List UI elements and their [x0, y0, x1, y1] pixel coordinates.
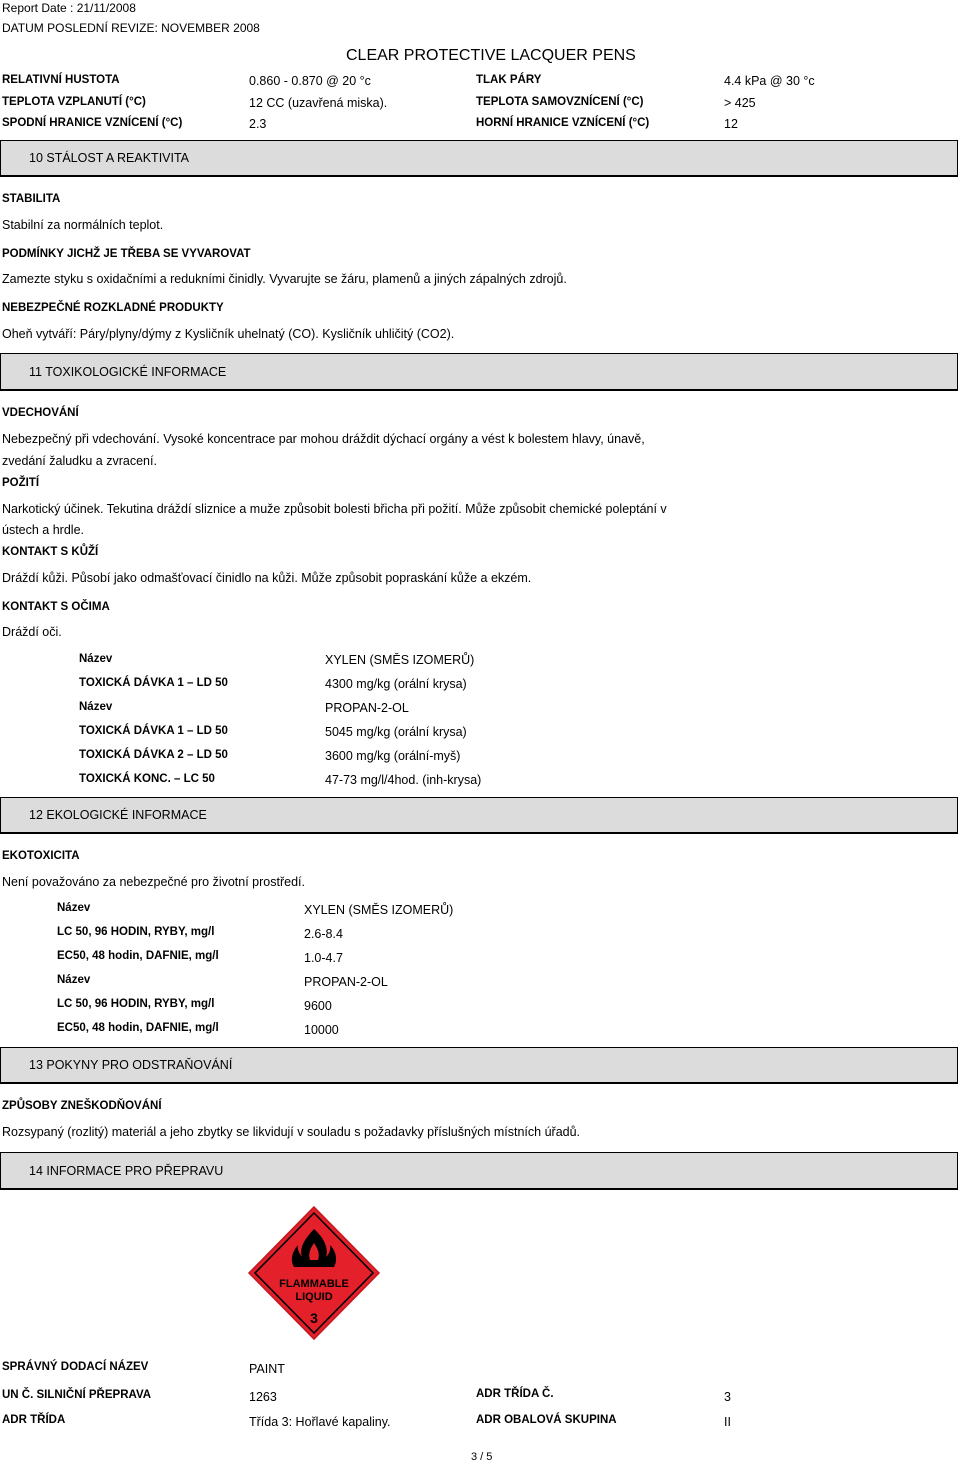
- disposal-heading: ZPŮSOBY ZNEŠKODŇOVÁNÍ: [2, 1100, 162, 1112]
- eco-value: 2.6-8.4: [304, 927, 343, 941]
- eye-contact-heading: KONTAKT S OČIMA: [2, 601, 110, 613]
- tox-label: Název: [79, 653, 113, 665]
- transport-value: 1263: [249, 1390, 277, 1404]
- skin-contact-heading: KONTAKT S KŮŽÍ: [2, 546, 99, 558]
- eco-label: Název: [57, 902, 91, 914]
- section-12-header: [0, 797, 958, 834]
- eco-value: 9600: [304, 999, 332, 1013]
- tox-label: TOXICKÁ DÁVKA 2 – LD 50: [79, 749, 228, 761]
- section-title: 11 TOXIKOLOGICKÉ INFORMACE: [29, 365, 227, 379]
- transport-value: PAINT: [249, 1362, 285, 1376]
- product-title: CLEAR PROTECTIVE LACQUER PENS: [346, 47, 636, 64]
- property-value: > 425: [724, 96, 756, 110]
- report-date: Report Date : 21/11/2008: [2, 1, 136, 15]
- transport-value: Třída 3: Hořlavé kapaliny.: [249, 1415, 391, 1429]
- eco-label: LC 50, 96 HODIN, RYBY, mg/l: [57, 926, 215, 938]
- ingestion-text: Narkotický účinek. Tekutina dráždí sliznice a muže způsobit bolesti břicha při požití. Může způsobit chemické poleptání v: [2, 502, 667, 516]
- conditions-text: Zamezte styku s oxidačními a redukními činidly. Vyvarujte se žáru, plamenů a jiných zápalných zdrojů.: [2, 272, 567, 286]
- hazard-label-text: FLAMMABLE: [279, 1278, 349, 1290]
- stability-text: Stabilní za normálních teplot.: [2, 218, 164, 232]
- property-label: HORNÍ HRANICE VZNÍCENÍ (°C): [476, 117, 650, 129]
- section-11-header: [0, 353, 958, 391]
- tox-value: 3600 mg/kg (orální-myš): [325, 749, 461, 763]
- transport-label: ADR TŘÍDA Č.: [476, 1388, 554, 1400]
- property-value: 12: [724, 117, 738, 131]
- section-13-header: [0, 1047, 958, 1084]
- eco-value: 10000: [304, 1023, 339, 1037]
- tox-label: TOXICKÁ DÁVKA 1 – LD 50: [79, 677, 228, 689]
- property-value: 12 CC (uzavřená miska).: [249, 96, 388, 110]
- ecotoxicity-heading: EKOTOXICITA: [2, 850, 80, 862]
- eco-label: Název: [57, 974, 91, 986]
- flammable-liquid-hazard-icon: [247, 1205, 381, 1346]
- section-title: 13 POKYNY PRO ODSTRAŇOVÁNÍ: [29, 1058, 233, 1072]
- hazard-label-text: LIQUID: [295, 1291, 333, 1303]
- transport-label: ADR OBALOVÁ SKUPINA: [476, 1414, 617, 1426]
- inhalation-text: Nebezpečný při vdechování. Vysoké koncentrace par mohou dráždit dýchací orgány a vést k bolestem hlavy, únavě,: [2, 432, 645, 446]
- tox-value: PROPAN-2-OL: [325, 701, 409, 715]
- eco-label: LC 50, 96 HODIN, RYBY, mg/l: [57, 998, 215, 1010]
- property-label: TEPLOTA SAMOVZNÍCENÍ (°C): [476, 96, 644, 108]
- section-10-header: [0, 140, 958, 177]
- section-14-header: [0, 1152, 958, 1190]
- eco-value: XYLEN (SMĚS IZOMERŮ): [304, 903, 454, 917]
- eco-label: EC50, 48 hodin, DAFNIE, mg/l: [57, 950, 219, 962]
- tox-label: TOXICKÁ DÁVKA 1 – LD 50: [79, 725, 228, 737]
- transport-label: SPRÁVNÝ DODACÍ NÁZEV: [2, 1361, 149, 1373]
- transport-value: II: [724, 1415, 731, 1429]
- tox-value: 5045 mg/kg (orální krysa): [325, 725, 467, 739]
- transport-value: 3: [724, 1390, 731, 1404]
- tox-value: XYLEN (SMĚS IZOMERŮ): [325, 653, 475, 667]
- transport-label: UN Č. SILNIČNÍ PŘEPRAVA: [2, 1389, 152, 1401]
- eco-value: PROPAN-2-OL: [304, 975, 388, 989]
- tox-value: 4300 mg/kg (orální krysa): [325, 677, 467, 691]
- tox-label: TOXICKÁ KONC. – LC 50: [79, 773, 215, 785]
- section-title: 12 EKOLOGICKÉ INFORMACE: [29, 808, 207, 822]
- section-title: 10 STÁLOST A REAKTIVITA: [29, 151, 190, 165]
- page-number: 3 / 5: [471, 1451, 493, 1463]
- property-value: 2.3: [249, 117, 267, 131]
- property-label: SPODNÍ HRANICE VZNÍCENÍ (°C): [2, 117, 183, 129]
- tox-value: 47-73 mg/l/4hod. (inh-krysa): [325, 773, 482, 787]
- transport-label: ADR TŘÍDA: [2, 1414, 66, 1426]
- disposal-text: Rozsypaný (rozlitý) materiál a jeho zbytky se likvidují v souladu s požadavky příslušných místních úřadů.: [2, 1125, 581, 1139]
- property-value: 4.4 kPa @ 30 °c: [724, 74, 815, 88]
- property-label: TLAK PÁRY: [476, 74, 542, 86]
- tox-label: Název: [79, 701, 113, 713]
- inhalation-text: zvedání žaludku a zvracení.: [2, 454, 157, 468]
- property-value: 0.860 - 0.870 @ 20 °c: [249, 74, 371, 88]
- eye-contact-text: Dráždí oči.: [2, 625, 62, 639]
- stability-heading: STABILITA: [2, 193, 61, 205]
- property-label: RELATIVNÍ HUSTOTA: [2, 74, 120, 86]
- revision-date: DATUM POSLEDNÍ REVIZE: NOVEMBER 2008: [2, 21, 260, 35]
- section-title: 14 INFORMACE PRO PŘEPRAVU: [29, 1164, 224, 1178]
- conditions-heading: PODMÍNKY JICHŽ JE TŘEBA SE VYVAROVAT: [2, 248, 251, 260]
- decomposition-text: Oheň vytváří: Páry/plyny/dýmy z Kysličník uhelnatý (CO). Kysličník uhličitý (CO2).: [2, 327, 455, 341]
- skin-contact-text: Dráždí kůži. Působí jako odmašťovací činidlo na kůži. Může způsobit popraskání kůže a ekzém.: [2, 571, 532, 585]
- eco-label: EC50, 48 hodin, DAFNIE, mg/l: [57, 1022, 219, 1034]
- ingestion-heading: POŽITÍ: [2, 477, 40, 489]
- property-label: TEPLOTA VZPLANUTÍ (°C): [2, 96, 146, 108]
- ingestion-text: ústech a hrdle.: [2, 523, 84, 537]
- ecotoxicity-text: Není považováno za nebezpečné pro životní prostředí.: [2, 875, 305, 889]
- decomposition-heading: NEBEZPEČNÉ ROZKLADNÉ PRODUKTY: [2, 302, 224, 314]
- inhalation-heading: VDECHOVÁNÍ: [2, 407, 79, 419]
- eco-value: 1.0-4.7: [304, 951, 343, 965]
- hazard-class-number: 3: [310, 1310, 318, 1326]
